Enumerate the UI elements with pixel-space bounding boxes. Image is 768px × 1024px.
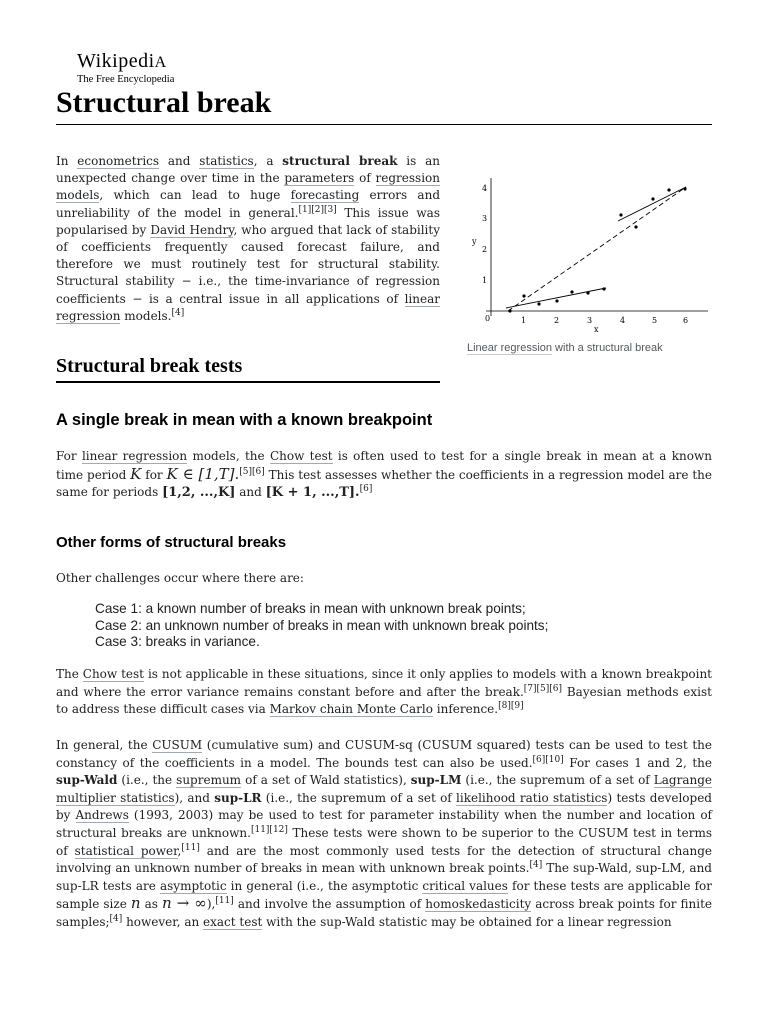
bold-term: sup-LM [410, 773, 462, 788]
link-critical-values[interactable]: critical values [422, 878, 508, 893]
reference-link[interactable]: [4] [529, 860, 543, 871]
case-list [95, 601, 548, 651]
x-tick: 0 [485, 314, 491, 323]
link-linear-regression[interactable]: linear regression [56, 291, 440, 323]
wikipedia-logo[interactable] [77, 50, 237, 86]
link-andrews[interactable]: Andrews [75, 808, 129, 823]
reference-link[interactable]: [4] [109, 913, 123, 924]
lead-paragraph: In econometrics and statistics, a structural break is an unexpected change over time in the parameters of regression models, which can lead to huge forecasting errors and unreliability of the model in general.[1][2][3] This issue was popularised by David Hendry, who argued that lack of stability of coefficients frequently caused forecast failure, and therefore we must routinely test for structural stability. Structural stability − i.e., the time-invariance of regression coefficients − is a central issue in all applications of linear regression models.[4] [56, 154, 440, 323]
title-divider [56, 124, 712, 125]
x-tick: 3 [587, 316, 593, 325]
link-chow-test[interactable]: Chow test [82, 667, 145, 681]
link-chow-test[interactable]: Chow test [269, 449, 333, 463]
link-regression-models[interactable]: regression models [56, 171, 440, 203]
link-lagrange-multiplier[interactable]: Lagrange multiplier statistics [56, 773, 712, 805]
data-point [522, 294, 525, 297]
link-cusum[interactable]: CUSUM [152, 738, 203, 752]
paragraph-known-breakpoint: For linear regression models, the Chow test is often used to test for a single break in mean at a known time period K for K ∈ [1,T].[5][6] This test assesses whether the coefficients in a regression model are the same for periods [1,2, ...,K] and [K + 1, ...,T].[6] [56, 449, 713, 501]
section-heading: Structural break tests [56, 355, 243, 377]
reference-link[interactable]: [1][2][3] [298, 204, 337, 215]
data-point [508, 309, 511, 312]
link-homoskedasticity[interactable]: homoskedasticity [425, 897, 532, 912]
paragraph-cusum: In general, the CUSUM (cumulative sum) and CUSUM-sq (CUSUM squared) tests can be used to test the constancy of the coefficients in a model. The bounds test can also be used.[6][10] For cases 1 and 2, the sup-Wald (i.e., the supremum of a set of Wald statistics), sup-LM (i.e., the supremum of a set of Lagrange multiplier statistics), and sup-LR (i.e., the supremum of a set of likelihood ratio statistics) tests developed by Andrews (1993, 2003) may be used to test for parameter instability when the number and location of structural breaks are unknown.[11][12] These tests were shown to be superior to the CUSUM test in terms of statistical power,[11] and are the most commonly used tests for the detection of structural change involving an unknown number of breaks in mean with unknown break points.[4] The sup-Wald, sup-LM, and sup-LR tests are asymptotic in general (i.e., the asymptotic critical values for these tests are applicable for sample size n as n → ∞),[11] and involve the assumption of homoskedasticity across break points for finite samples;[4] however, an exact test with the sup-Wald statistic may be obtained for a linear regression [56, 738, 712, 929]
y-tick: 3 [482, 214, 488, 223]
y-axis-label: y [472, 237, 477, 246]
math-n-infinity: n → ∞ [162, 894, 207, 913]
data-point [683, 187, 686, 190]
link-supremum[interactable]: supremum [176, 773, 242, 788]
figure-caption: Linear regression with a structural break [467, 342, 663, 354]
reference-link[interactable]: [11] [215, 896, 234, 907]
link-exact-test[interactable]: exact test [203, 914, 263, 929]
page-title: Structural break [56, 86, 272, 119]
y-tick: 2 [482, 245, 488, 254]
pre-break-fit-line [506, 288, 606, 308]
x-axis-label: x [594, 325, 599, 334]
caption-link-linear-regression[interactable]: Linear regression [467, 342, 552, 354]
x-tick: 2 [554, 316, 560, 325]
data-point [555, 299, 558, 302]
math-n: n [130, 894, 141, 913]
x-tick: 1 [521, 316, 527, 325]
link-statistics[interactable]: statistics [199, 154, 254, 168]
math-K-range: K ∈ [1,T]. [166, 464, 240, 483]
data-point [570, 290, 573, 293]
post-break-fit-line [618, 187, 686, 221]
logo-tagline: The Free Encyclopedia [77, 74, 175, 85]
link-parameters[interactable]: parameters [284, 171, 355, 186]
bold-term: sup-Wald [56, 773, 118, 788]
data-point [667, 188, 670, 191]
link-markov-chain-monte-carlo[interactable]: Markov chain Monte Carlo [269, 702, 433, 717]
subsection-heading: A single break in mean with a known breakpoint [56, 411, 433, 429]
paragraph-chow-limits: The Chow test is not applicable in these situations, since it only applies to models with a known breakpoint and where the error variance remains constant before and after the break.[7][5][6] Bayesian methods exist to address these difficult cases via Markov chain Monte Carlo inference.[8][9] [56, 667, 713, 717]
data-point [651, 197, 654, 200]
full-fit-line [508, 187, 686, 311]
link-likelihood-ratio[interactable]: likelihood ratio statistics [456, 790, 608, 805]
reference-link[interactable]: [11] [181, 842, 200, 853]
x-tick: 6 [683, 316, 689, 325]
link-asymptotic[interactable]: asymptotic [159, 878, 227, 893]
reference-link[interactable]: [6] [359, 484, 373, 495]
section-divider [56, 381, 440, 383]
link-statistical-power[interactable]: statistical power [74, 843, 178, 858]
reference-link[interactable]: [6][10] [532, 754, 564, 765]
regression-plot [466, 168, 710, 336]
link-forecasting[interactable]: forecasting [290, 188, 360, 203]
data-point [619, 213, 622, 216]
subsection-heading: Other forms of structural breaks [56, 534, 287, 551]
x-tick: 5 [652, 316, 658, 325]
y-tick: 1 [482, 276, 488, 285]
data-point [537, 302, 540, 305]
data-point [586, 291, 589, 294]
bold-term: sup-LR [214, 790, 262, 805]
reference-link[interactable]: [4] [171, 307, 185, 318]
figure-regression-plot[interactable] [466, 168, 710, 340]
link-econometrics[interactable]: econometrics [77, 154, 160, 168]
data-point [634, 225, 637, 228]
paragraph-intro: Other challenges occur where there are: [56, 571, 304, 585]
x-tick: 4 [620, 316, 626, 325]
reference-link[interactable]: [5][6] [239, 466, 265, 477]
list-item: Case 3: breaks in variance. [95, 634, 260, 649]
y-tick: 4 [482, 184, 488, 193]
data-point [602, 287, 605, 290]
math-K: K [130, 464, 142, 483]
link-linear-regression[interactable]: linear regression [81, 449, 188, 463]
reference-link[interactable]: [7][5][6] [523, 683, 563, 694]
math-range-1: [1,2, ...,K] [162, 485, 236, 501]
list-item: Case 1: a known number of breaks in mean with unknown break points; [95, 601, 526, 616]
reference-link[interactable]: [11][12] [250, 824, 288, 835]
reference-link[interactable]: [8][9] [498, 701, 524, 712]
logo-wordmark: WikipediA [77, 50, 167, 72]
link-david-hendry[interactable]: David Hendry [150, 222, 234, 237]
bold-term: structural break [282, 154, 398, 168]
list-item: Case 2: an unknown number of breaks in mean with unknown break points; [95, 617, 549, 633]
math-range-2: [K + 1, ...,T]. [265, 485, 360, 501]
